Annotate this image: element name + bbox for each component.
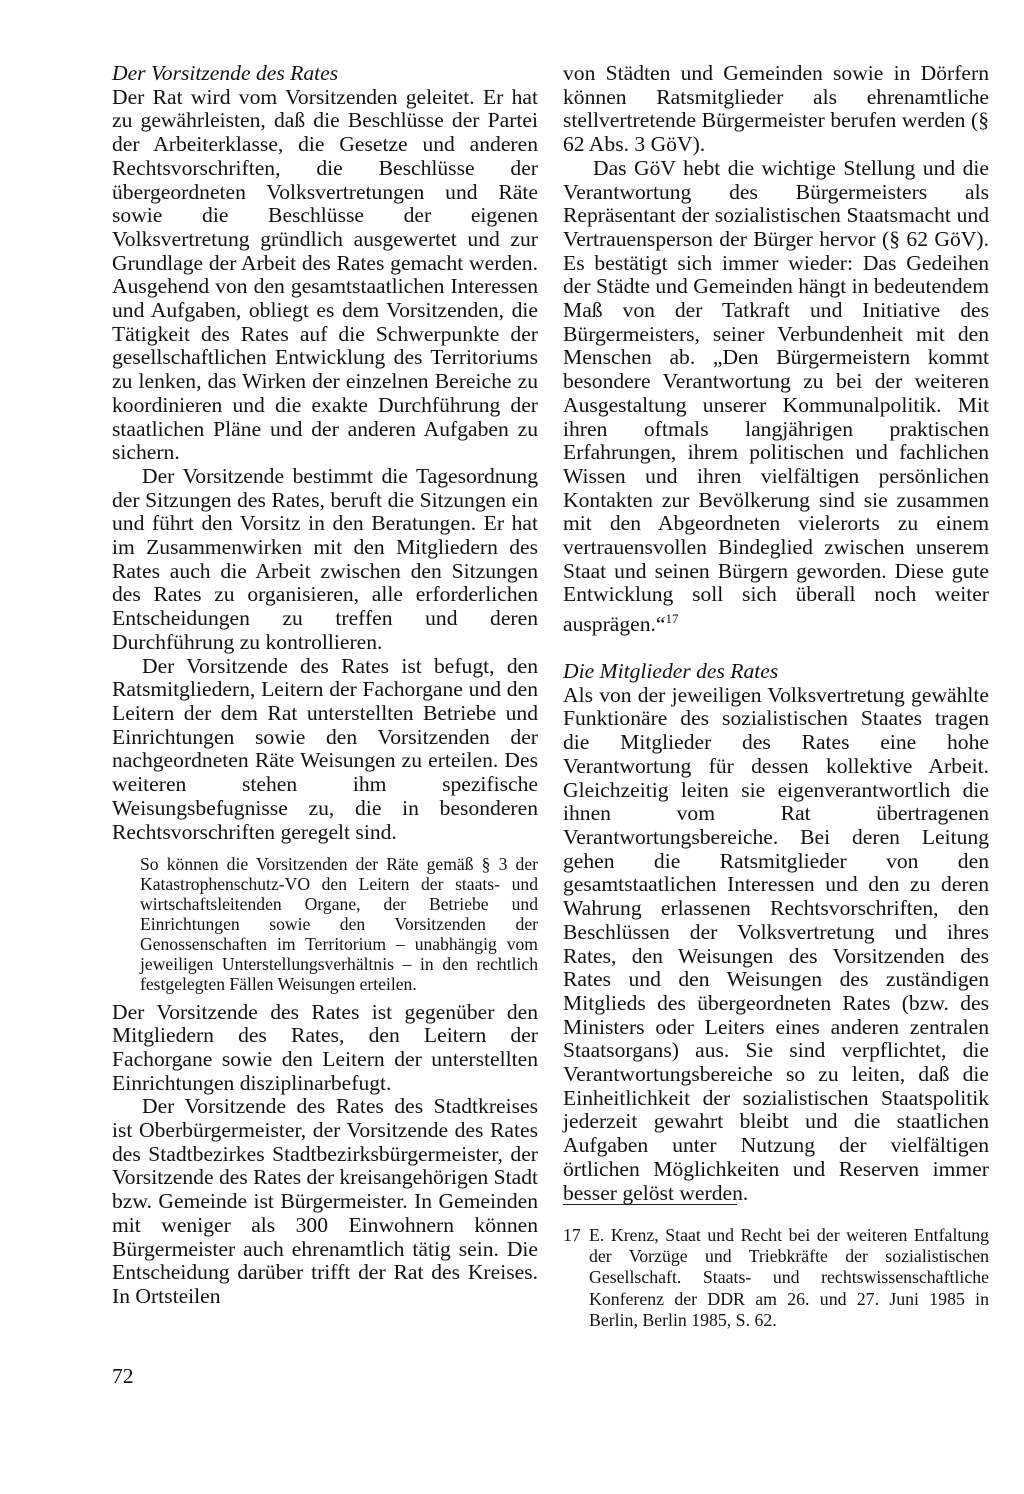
footnote-text: E. Krenz, Staat und Recht bei der weiteren Entfaltung der Vorzüge und Triebkräfte der sozialistischen Gesellschaft. Staats- und rechtswissenschaftliche Konferenz der DDR am 26. und 27. Juni 1985 in Berlin, Berlin 1985, S. 62. xyxy=(589,1225,989,1330)
paragraph: Der Vorsitzende bestimmt die Tagesordnung der Sitzungen des Rates, beruft die Sitzungen ein und führt den Vorsitz in den Beratungen. Er hat im Zusammenwirken mit den Mitgliedern des Rates auch die Arbeit zwischen den Sitzungen des Rates zu organisieren, alle erforderlichen Entscheidungen zu treffen und deren Durchführung zu kontrollieren. xyxy=(112,463,538,654)
paragraph: von Städten und Gemeinden sowie in Dörfern können Ratsmitglieder als ehrenamtliche stellvertretende Bürgermeister berufen werden (§ 62 Abs. 3 GöV). xyxy=(563,61,989,157)
right-column xyxy=(563,62,989,1205)
footnote xyxy=(563,1225,989,1331)
paragraph: Als von der jeweiligen Volksvertretung gewählte Funktionäre des sozialistischen Staates tragen die Mitglieder des Rates eine hohe Verantwortung für dessen kollektive Arbeit. Gleichzeitig leiten sie eigenverantwortlich die ihnen vom Rat übertragenen Verantwortungsbereiche. Bei deren Leitung gehen die Ratsmitglieder von den gesamtstaatlichen Interessen und den zu deren Wahrung erlassenen Rechtsvorschriften, den Beschlüssen der Volksvertretung und ihres Rates, den Weisungen des Vorsitzenden des Rates und den Weisungen des zuständigen Mitglieds des übergeordneten Rates (bzw. des Ministers oder Leiters eines anderen zentralen Staatsorgans) aus. Sie sind verpflichtet, die Verantwortungsbereiche so zu leiten, daß die Einheitlichkeit der sozialistischen Staatspolitik jederzeit gewahrt bleibt und die staatlichen Aufgaben unter Nutzung der vielfältigen örtlichen Möglichkeiten und Reserven immer besser gelöst werden. xyxy=(563,682,989,1205)
paragraph: Der Rat wird vom Vorsitzenden geleitet. Er hat zu gewährleisten, daß die Beschlüsse der Partei der Arbeiterklasse, die Gesetze und anderen Rechtsvorschriften, die Beschlüsse der übergeordneten Volksvertretungen und Räte sowie die Beschlüsse der eigenen Volksvertretung gründlich ausgewertet und zur Grundlage der Arbeit des Rates gemacht werden. Ausgehend von den gesamtstaatlichen Interessen und Aufgaben, obliegt es dem Vorsitzenden, die Tätigkeit des Rates auf die Schwerpunkte der gesellschaftlichen Entwicklung des Territoriums zu lenken, das Wirken der einzelnen Bereiche zu koordinieren und die exakte Durchführung der staatlichen Pläne und der anderen Aufgaben zu sichern. xyxy=(112,84,538,465)
small-print-paragraph: So können die Vorsitzenden der Räte gemäß § 3 der Katastrophenschutz-VO den Leitern der staats- und wirtschaftsleitenden Organe, der Betriebe und Einrichtungen sowie den Vorsitzenden der Genossenschaften im Territorium – unabhängig vom jeweiligen Unterstellungsverhältnis – in den rechtlich festgelegten Fällen Weisungen erteilen. xyxy=(140,854,538,994)
paragraph: Der Vorsitzende des Rates des Stadtkreises ist Oberbürgermeister, der Vorsitzende des Rates des Stadtbezirkes Stadtbezirksbürgermeister, der Vorsitzende des Rates der kreisangehörigen Stadt bzw. Gemeinde ist Bürgermeister. In Gemeinden mit weniger als 300 Einwohnern können Bürgermeister auch ehrenamtlich tätig sein. Die Entscheidung darüber trifft der Rat des Kreises. In Ortsteilen xyxy=(112,1094,538,1308)
paragraph: Der Vorsitzende des Rates ist befugt, den Ratsmitgliedern, Leitern der Fachorgane und den Leitern der dem Rat unterstellten Betriebe und Einrichtungen sowie den Vorsitzenden der nachgeordneten Räte Weisungen zu erteilen. Des weiteren stehen ihm spezifische Weisungsbefugnisse zu, die in besonderen Rechtsvorschriften geregelt sind. xyxy=(112,653,538,844)
section-heading-vorsitzender: Der Vorsitzende des Rates xyxy=(112,61,339,85)
section-heading-mitglieder: Die Mitglieder des Rates xyxy=(563,659,779,684)
paragraph-text: Das GöV hebt die wichtige Stellung und die Verantwortung des Bürgermeisters als Repräsentant der sozialistischen Staatsmacht und Vertrauensperson der Bürger hervor (§ 62 GöV). Es bestätigt sich immer wieder: Das Gedeihen der Städte und Gemeinden hängt in bedeutendem Maß von der Tatkraft und Initiative des Bürgermeisters, seiner Verbundenheit mit den Menschen ab. „Den Bürgermeistern kommt besondere Verantwortung zu bei der weiteren Ausgestaltung unserer Kommunalpolitik. Mit ihren oftmals langjährigen praktischen Erfahrungen, ihrem politischen und fachlichen Wissen und ihren vielfältigen persönlichen Kontakten zur Bevölkerung sind sie zusammen mit den Abgeordneten vielerorts zu einem vertrauensvollen Bindeglied zwischen unserem Staat und seinen Bürgern geworden. Diese gute Entwicklung soll sich überall noch weiter ausprägen.“ xyxy=(563,155,989,637)
footnote-divider xyxy=(563,1204,737,1205)
page-number: 72 xyxy=(112,1364,134,1388)
paragraph xyxy=(563,157,989,637)
spacer xyxy=(563,637,989,660)
left-column xyxy=(112,62,538,1309)
footnote-number: 17 xyxy=(563,1225,581,1245)
footnote-reference: 17 xyxy=(665,611,679,627)
paragraph: Der Vorsitzende des Rates ist gegenüber den Mitgliedern des Rates, den Leitern der Fachorgane sowie den Leitern der unterstellten Einrichtungen disziplinarbefugt. xyxy=(112,999,538,1095)
